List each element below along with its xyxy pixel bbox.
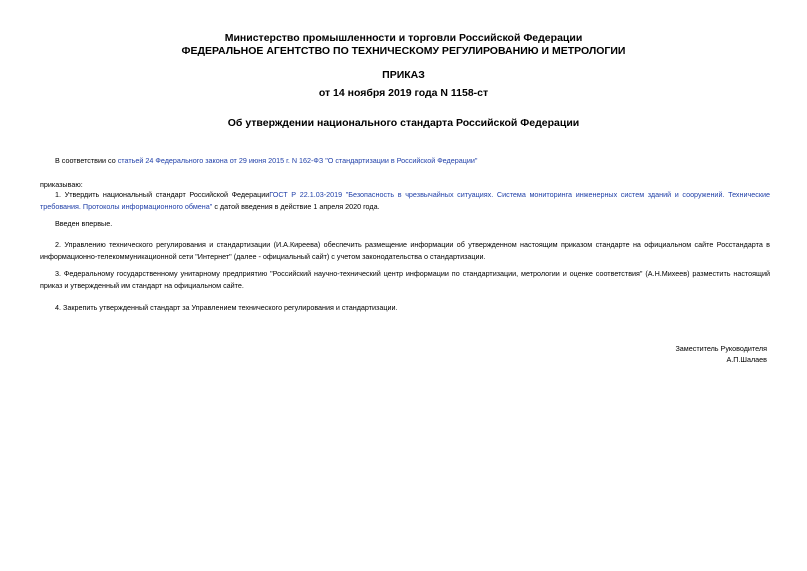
standard-link[interactable]: ГОСТ Р 22.1.03-2019 "Безопасность в чрезвычайных ситуациях. Система мониторинга инженерных систем зданий и сооружений. Технические требования. Протоколы информационного обмена" — [40, 190, 770, 211]
item-1-suffix: с датой введения в действие 1 апреля 2020 года. — [212, 202, 380, 211]
signatory-name: А.П.Шалаев — [726, 355, 767, 364]
agency-title: ФЕДЕРАЛЬНОЕ АГЕНТСТВО ПО ТЕХНИЧЕСКОМУ РЕГУЛИРОВАНИЮ И МЕТРОЛОГИИ — [181, 45, 626, 57]
item-4: 4. Закрепить утвержденный стандарт за Управлением технического регулирования и стандартизации. — [55, 303, 398, 312]
ministry-title: Министерство промышленности и торговли Российской Федерации — [224, 32, 583, 44]
law-link[interactable]: статьей 24 Федерального закона от 29 июня 2015 г. N 162-ФЗ "О стандартизации в Российской Федерации" — [117, 156, 478, 165]
introduced-note: Введен впервые. — [55, 219, 113, 228]
document-type: ПРИКАЗ — [382, 69, 425, 81]
document-date-number: от 14 ноября 2019 года N 1158-ст — [318, 87, 489, 99]
item-1-prefix: 1. Утвердить национальный стандарт Российской Федерации — [55, 190, 270, 199]
signatory-position: Заместитель Руководителя — [675, 344, 767, 353]
item-2: 2. Управлению технического регулирования и стандартизации (И.А.Киреева) обеспечить размещение информации об утвержденном настоящим приказом стандарте на официальном сайте Росстандарта в информационно-телекоммуникационной сети "Интернет" (далее - официальный сайт) с учетом законодательства о стандартизации. — [40, 240, 770, 261]
item-1 — [40, 189, 770, 213]
intro-prefix: В соответствии со — [55, 156, 118, 165]
prikazyvayu-label: приказываю: — [40, 180, 83, 189]
document-subject: Об утверждении национального стандарта Российской Федерации — [227, 117, 580, 129]
intro-paragraph — [55, 155, 477, 167]
item-3: 3. Федеральному государственному унитарному предприятию "Российский научно-технический центр информации по стандартизации, метрологии и оценке соответствия" (А.Н.Михеев) разместить настоящий приказ и утвержденный им стандарт на официальном сайте. — [40, 269, 770, 290]
